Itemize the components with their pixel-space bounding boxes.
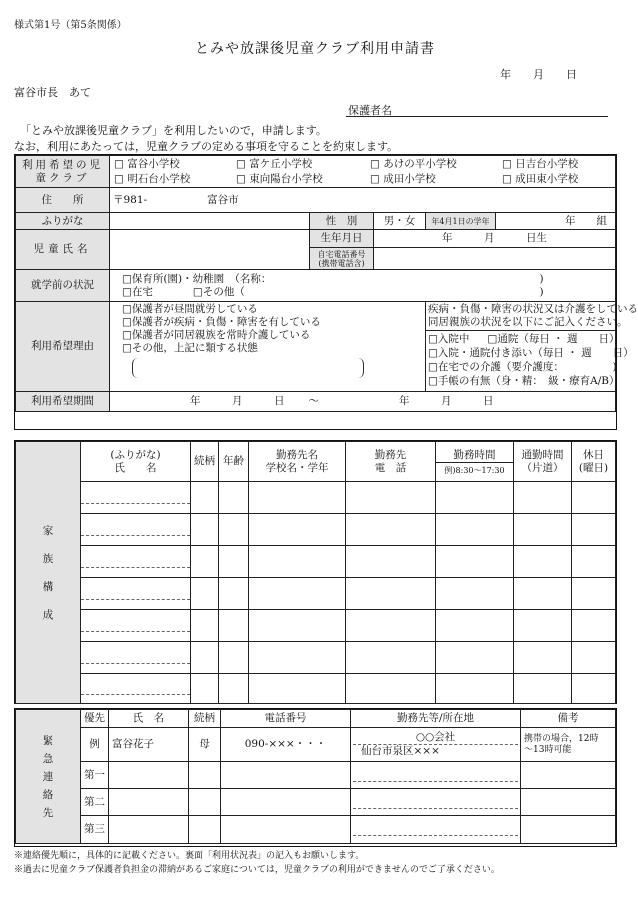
family-cell[interactable] bbox=[572, 642, 616, 674]
family-name-cell[interactable] bbox=[81, 546, 191, 578]
family-cell[interactable] bbox=[346, 674, 436, 704]
emergency-cell[interactable] bbox=[221, 762, 351, 789]
family-header-relation: 続柄 bbox=[191, 442, 219, 482]
family-cell[interactable] bbox=[249, 482, 346, 514]
guardian-label: 保護者名 bbox=[348, 104, 392, 117]
family-cell[interactable] bbox=[249, 642, 346, 674]
emergency-row bbox=[16, 816, 616, 844]
reason-detail-option[interactable]: □在宅での介護（要介護度： ) bbox=[428, 361, 617, 373]
phone-field[interactable] bbox=[374, 248, 616, 270]
family-cell[interactable] bbox=[249, 674, 346, 704]
address-label: 住 所 bbox=[16, 188, 110, 213]
family-cell[interactable] bbox=[436, 482, 514, 514]
club-option[interactable]: □ 富ケ丘小学校 bbox=[236, 157, 313, 170]
emergency-row bbox=[16, 762, 616, 789]
family-header-name: (ふりがな) 氏 名 bbox=[81, 442, 191, 482]
form-title: とみや放課後児童クラブ利用申請書 bbox=[195, 41, 435, 57]
reason-detail: 疾病・負傷・障害の状況又は介護をしている 同居親族の状況を以下にご記入ください。 □入院中 □通院（毎日 ・ 週 日） □入院・通院付き添い（毎日 ・ 週 日） □在宅での介護（要介護度： ) □手帳の有無（身・精： 級・療育A/B） bbox=[426, 302, 616, 392]
emergency-example-row bbox=[16, 728, 616, 762]
gender-field[interactable]: 男・女 bbox=[374, 213, 426, 230]
family-cell[interactable] bbox=[514, 642, 572, 674]
family-cell[interactable] bbox=[346, 482, 436, 514]
family-cell[interactable] bbox=[514, 514, 572, 546]
child-name-label: 児童氏名 bbox=[16, 230, 110, 270]
grade-field[interactable]: 年 組 bbox=[496, 213, 616, 230]
preschool-label: 就学前の状況 bbox=[16, 270, 110, 302]
reason-option[interactable]: □保護者が同居親族を常時介護している bbox=[122, 329, 311, 341]
family-cell[interactable] bbox=[436, 546, 514, 578]
club-option[interactable]: □ 明石台小学校 bbox=[114, 172, 191, 185]
reason-detail-bracket[interactable] bbox=[132, 358, 364, 378]
family-cell[interactable] bbox=[219, 546, 249, 578]
emergency-priority: 第一 bbox=[81, 762, 109, 789]
addressee: 富谷市長 あて bbox=[14, 86, 91, 99]
family-cell[interactable] bbox=[572, 578, 616, 610]
reason-detail-option[interactable]: □入院・通院付き添い（毎日 ・ 週 日） bbox=[428, 347, 634, 359]
emergency-place-cell[interactable] bbox=[351, 816, 521, 844]
family-cell[interactable] bbox=[346, 642, 436, 674]
family-header-hours: 勤務時間 例)8:30～17:30 bbox=[436, 442, 514, 482]
family-header-commute: 通勤時間 （片道） bbox=[514, 442, 572, 482]
family-cell[interactable] bbox=[191, 642, 219, 674]
family-header-holiday: 休日 (曜日) bbox=[572, 442, 616, 482]
family-cell[interactable] bbox=[249, 546, 346, 578]
family-name-cell[interactable] bbox=[81, 642, 191, 674]
family-cell[interactable] bbox=[514, 578, 572, 610]
family-cell[interactable] bbox=[514, 674, 572, 704]
form-number: 様式第1号（第5条関係） bbox=[14, 20, 127, 31]
emergency-cell[interactable] bbox=[109, 762, 189, 789]
family-cell[interactable] bbox=[191, 610, 219, 642]
reason-label: 利用希望理由 bbox=[16, 302, 110, 392]
reason-option[interactable]: □保護者が昼間就労している bbox=[122, 303, 258, 315]
family-name-cell[interactable] bbox=[81, 482, 191, 514]
emergency-priority: 第二 bbox=[81, 789, 109, 816]
grade-label: 年4月1日の学年 bbox=[426, 213, 496, 230]
footnote-2: ※過去に児童クラブ保護者負担金の滞納があるご家庭については，児童クラブの利用ができませんのでご了承ください。 bbox=[14, 865, 500, 875]
preschool-field[interactable]: □保育所(園)・幼稚園 （名称： ) □在宅 □その他（ ) bbox=[110, 270, 616, 302]
emergency-cell[interactable] bbox=[221, 789, 351, 816]
guardian-underline[interactable] bbox=[346, 116, 608, 117]
emergency-place-cell[interactable] bbox=[351, 789, 521, 816]
family-cell[interactable] bbox=[436, 610, 514, 642]
reason-option[interactable]: □保護者が疾病・負傷・障害を有している bbox=[122, 316, 321, 328]
family-cell[interactable] bbox=[572, 546, 616, 578]
emergency-cell[interactable] bbox=[221, 816, 351, 844]
family-cell[interactable] bbox=[249, 578, 346, 610]
family-cell[interactable] bbox=[572, 482, 616, 514]
birth-field[interactable]: 年 月 日生 bbox=[374, 230, 616, 248]
family-cell[interactable] bbox=[219, 674, 249, 704]
emergency-cell[interactable] bbox=[109, 816, 189, 844]
emergency-cell[interactable] bbox=[521, 789, 616, 816]
family-row bbox=[16, 514, 616, 546]
child-name-field[interactable] bbox=[110, 230, 310, 270]
emergency-header-priority: 優先 bbox=[81, 710, 109, 728]
emergency-cell[interactable] bbox=[521, 762, 616, 789]
gender-label: 性 別 bbox=[310, 213, 374, 230]
furigana-field[interactable] bbox=[110, 213, 310, 230]
family-cell[interactable] bbox=[219, 642, 249, 674]
family-cell[interactable] bbox=[219, 578, 249, 610]
example-name: 富谷花子 bbox=[109, 728, 189, 762]
family-header-tel: 勤務先 電 話 bbox=[346, 442, 436, 482]
intro-line-2: なお，利用にあたっては，児童クラブの定める事項を守ることを約束します。 bbox=[14, 140, 399, 153]
family-row bbox=[16, 642, 616, 674]
family-cell[interactable] bbox=[191, 578, 219, 610]
family-cell[interactable] bbox=[572, 610, 616, 642]
club-options bbox=[110, 156, 616, 188]
example-priority: 例 bbox=[81, 728, 109, 762]
emergency-header-note: 備考 bbox=[521, 710, 616, 728]
emergency-side-label: 緊急連絡先 bbox=[16, 710, 81, 844]
family-row bbox=[16, 482, 616, 514]
footnote-1: ※連絡優先順に，具体的に記載ください。裏面「利用状況表」の記入もお願いします。 bbox=[14, 851, 365, 861]
family-name-cell[interactable] bbox=[81, 610, 191, 642]
emergency-cell[interactable] bbox=[521, 816, 616, 844]
emergency-header-phone: 電話番号 bbox=[221, 710, 351, 728]
example-place: ○○会社 仙台市泉区××× bbox=[351, 728, 521, 762]
family-row bbox=[16, 610, 616, 642]
club-option[interactable]: □ 成田小学校 bbox=[370, 172, 436, 185]
club-option[interactable]: □ 成田東小学校 bbox=[502, 172, 579, 185]
family-cell[interactable] bbox=[219, 514, 249, 546]
family-cell[interactable] bbox=[346, 578, 436, 610]
family-cell[interactable] bbox=[219, 482, 249, 514]
club-option[interactable]: □ 富谷小学校 bbox=[114, 157, 180, 170]
emergency-header-relation: 続柄 bbox=[189, 710, 221, 728]
emergency-table bbox=[15, 709, 616, 844]
family-table bbox=[15, 441, 616, 704]
family-cell[interactable] bbox=[191, 482, 219, 514]
family-row bbox=[16, 578, 616, 610]
family-cell[interactable] bbox=[346, 610, 436, 642]
family-side-label: 家族構成 bbox=[16, 442, 81, 704]
club-option[interactable]: □ あけの平小学校 bbox=[370, 157, 457, 170]
family-cell[interactable] bbox=[191, 514, 219, 546]
intro-line-1: 「とみや放課後児童クラブ」を利用したいので，申請します。 bbox=[20, 124, 327, 137]
family-cell[interactable] bbox=[249, 610, 346, 642]
family-cell[interactable] bbox=[572, 514, 616, 546]
emergency-header-place: 勤務先等/所在地 bbox=[351, 710, 521, 728]
reason-detail-option[interactable]: □手帳の有無（身・精： 級・療育A/B） bbox=[428, 375, 620, 387]
family-cell[interactable] bbox=[191, 674, 219, 704]
family-name-cell[interactable] bbox=[81, 514, 191, 546]
emergency-priority: 第三 bbox=[81, 816, 109, 844]
family-cell[interactable] bbox=[436, 674, 514, 704]
example-relation: 母 bbox=[189, 728, 221, 762]
example-note: 携帯の場合，12時 ～13時可能 bbox=[521, 728, 616, 762]
period-field[interactable]: 年 月 日 ～ 年 月 日 bbox=[110, 392, 616, 412]
family-header-work: 勤務先名 学校名・学年 bbox=[249, 442, 346, 482]
family-cell[interactable] bbox=[436, 578, 514, 610]
family-cell[interactable] bbox=[219, 610, 249, 642]
family-cell[interactable] bbox=[514, 610, 572, 642]
reason-detail-option[interactable]: □入院中 □通院（毎日 ・ 週 日） bbox=[428, 333, 620, 345]
club-label: 利用希望の児童クラブ bbox=[16, 156, 110, 188]
date-line: 年 月 日 bbox=[500, 68, 577, 81]
furigana-label: ふりがな bbox=[16, 213, 110, 230]
family-cell[interactable] bbox=[572, 674, 616, 704]
emergency-row bbox=[16, 789, 616, 816]
club-option[interactable]: □ 東向陽台小学校 bbox=[236, 172, 323, 185]
family-cell[interactable] bbox=[191, 546, 219, 578]
family-cell[interactable] bbox=[249, 514, 346, 546]
family-row bbox=[16, 546, 616, 578]
emergency-cell[interactable] bbox=[189, 762, 221, 789]
period-label: 利用希望期間 bbox=[16, 392, 110, 412]
emergency-cell[interactable] bbox=[109, 789, 189, 816]
family-cell[interactable] bbox=[514, 482, 572, 514]
family-name-cell[interactable] bbox=[81, 578, 191, 610]
emergency-place-cell[interactable] bbox=[351, 762, 521, 789]
family-cell[interactable] bbox=[436, 642, 514, 674]
address-field[interactable]: 〒981- 富谷市 bbox=[110, 188, 616, 213]
emergency-header-name: 氏 名 bbox=[109, 710, 189, 728]
reason-options bbox=[110, 302, 426, 392]
emergency-cell[interactable] bbox=[189, 816, 221, 844]
reason-option[interactable]: □その他，上記に類する状態 bbox=[122, 342, 258, 354]
family-row bbox=[16, 674, 616, 704]
family-header-age: 年齢 bbox=[219, 442, 249, 482]
family-cell[interactable] bbox=[346, 514, 436, 546]
birth-label: 生年月日 bbox=[310, 230, 374, 248]
application-table bbox=[15, 155, 638, 412]
family-name-cell[interactable] bbox=[81, 674, 191, 704]
phone-label: 自宅電話番号 (携帯電話含) bbox=[310, 248, 374, 270]
emergency-cell[interactable] bbox=[189, 789, 221, 816]
example-phone: 090-×××・・・ bbox=[221, 728, 351, 762]
family-cell[interactable] bbox=[514, 546, 572, 578]
family-cell[interactable] bbox=[436, 514, 514, 546]
family-cell[interactable] bbox=[346, 546, 436, 578]
club-option[interactable]: □ 日吉台小学校 bbox=[502, 157, 579, 170]
